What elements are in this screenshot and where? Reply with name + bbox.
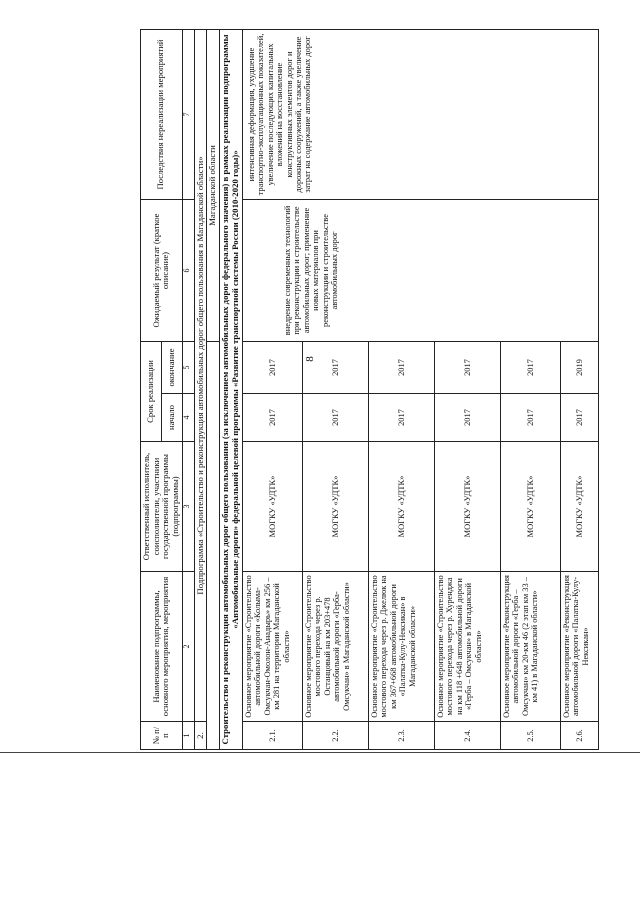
- column-number: 1: [182, 722, 194, 750]
- section-title-row: [194, 30, 207, 750]
- row-executor: МОГКУ «УДТК»: [242, 442, 302, 572]
- row-name: Основное мероприятие «Реконструкция автомобильной дороги «Герба – Омсукчан» км 20-км 46 (2 этап км 33 – км 41) в Магаданской области»: [500, 572, 560, 722]
- row-number: 2.6.: [560, 722, 598, 750]
- row-number: 2.1.: [242, 722, 302, 750]
- column-number: 3: [182, 442, 194, 572]
- column-number: 4: [182, 394, 194, 442]
- row-start: 2017: [434, 394, 500, 442]
- row-executor: МОГКУ «УДТК»: [434, 442, 500, 572]
- row-executor: МОГКУ «УДТК»: [560, 442, 598, 572]
- row-end: 2017: [500, 342, 560, 394]
- row-end: 2017: [242, 342, 302, 394]
- column-number: 2: [182, 572, 194, 722]
- header-start: начало: [161, 394, 182, 442]
- header-no: № п/п: [141, 722, 183, 750]
- row-number: 2.2.: [302, 722, 368, 750]
- column-number: 6: [182, 200, 194, 342]
- row-start: 2017: [302, 394, 368, 442]
- row-executor: МОГКУ «УДТК»: [368, 442, 434, 572]
- header-consequences: Последствия нереализации мероприятий: [141, 30, 183, 200]
- row-number: 2.3.: [368, 722, 434, 750]
- row-number: 2.4.: [434, 722, 500, 750]
- row-executor: МОГКУ «УДТК»: [302, 442, 368, 572]
- row-name: Основное мероприятие «Строительство мостового перехода через р. Хуренджа на км 118 +648 автомобильной дороги «Герба – Омсукчан» в Магаданской области»: [434, 572, 500, 722]
- row-end: 2019: [560, 342, 598, 394]
- row-start: 2017: [368, 394, 434, 442]
- expected-result: внедрение современных технологий при реконструкции и строительстве автомобильных дорог; применение новых материалов при реконструкции и строительстве автомобильных дорог: [242, 200, 598, 342]
- row-end: 2017: [434, 342, 500, 394]
- row-name: Основное мероприятие «Строительство автомобильной дороги «Колыма-Омсукчан-Омолон-Анадырь» км 256 – км 281 на территории Магаданской области»: [242, 572, 302, 722]
- table-row: [242, 30, 302, 750]
- row-number: 2.5.: [500, 722, 560, 750]
- row-name: Основное мероприятие «Реконструкция автомобильной дороги «Палатка-Кулу-Нексикан»: [560, 572, 598, 722]
- consequences: интенсивная деформация, ухудшение транспортно-эксплуатационных показателей, увеличение последующих капитальных вложений на восстановление конструктивных элементов дорог и дорожных сооружений, а также увеличение затрат на содержание автомобильных дорог: [242, 30, 598, 200]
- section-description: Строительство и реконструкция автомобильных дорог общего пользования (за исключением автомобильных дорог федерального значения) в рамках реализации подпрограммы «Автомобильные дороги» федеральной целевой программы «Развитие транспортной системы России (2010-2020 годы)»: [220, 30, 243, 750]
- row-executor: МОГКУ «УДТК»: [500, 442, 560, 572]
- header-end: окончание: [161, 342, 182, 394]
- row-name: Основное мероприятие «Строительство мостового перехода через р. Джелюк на км 367+668 автомобильной дороги «Палатка-Кулу-Нексикан» в Магаданской области»: [368, 572, 434, 722]
- row-start: 2017: [500, 394, 560, 442]
- program-table-wrapper: [140, 30, 600, 750]
- column-number-row: [182, 30, 194, 750]
- section-region: Магаданской области: [207, 30, 220, 342]
- header-row: [141, 30, 162, 750]
- section-region-row: [207, 30, 220, 750]
- column-number: 7: [182, 30, 194, 200]
- row-name: Основное мероприятие «Строительство мостового перехода через р. Останцовый на км 203+478 автомобильной дороги «Герба-Омсукчан» в Магаданской области»: [302, 572, 368, 722]
- row-end: 2017: [368, 342, 434, 394]
- column-number: 5: [182, 342, 194, 394]
- region-spacer: [207, 342, 220, 750]
- header-result: Ожидаемый результат (краткое описание): [141, 200, 183, 342]
- header-period: Срок реализации: [141, 342, 162, 442]
- rotated-table-area: [140, 30, 600, 750]
- row-start: 2017: [242, 394, 302, 442]
- program-table: [140, 29, 599, 750]
- header-executor: Ответственный исполнитель, соисполнители, участники государственной программы (подпрограммы): [141, 442, 183, 572]
- page-number: 8: [304, 356, 316, 362]
- section-description-row: [220, 30, 243, 750]
- section-number: 2.: [194, 722, 207, 750]
- page-divider: [0, 752, 640, 753]
- row-start: 2017: [560, 394, 598, 442]
- section-title: Подпрограмма «Строительство и реконструкция автомобильных дорог общего пользования в Магаданской области»: [194, 30, 207, 722]
- header-name: Наименование подпрограммы, основного мероприятия, мероприятия: [141, 572, 183, 722]
- row-end: 2017: [302, 342, 368, 394]
